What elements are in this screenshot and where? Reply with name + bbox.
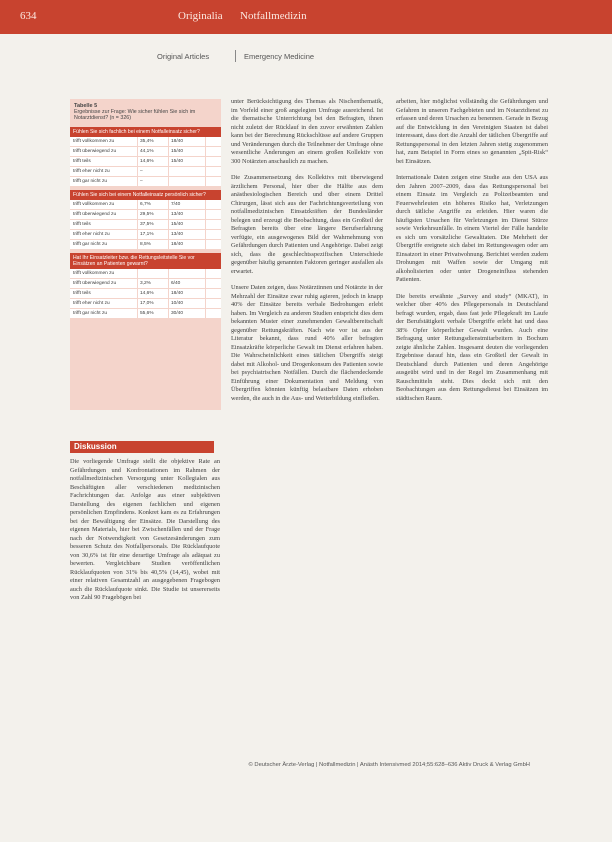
table-row [70,177,221,187]
table-cell: 44,1% [138,147,169,156]
table-cell: 18/40 [169,240,206,249]
table-cell [206,279,221,288]
table-cell: 18/40 [169,137,206,146]
table-row [70,230,221,240]
table-row [70,240,221,250]
table-row-label: trifft überwiegend zu [70,210,138,219]
table-row-label: trifft teils [70,289,138,298]
footer-copyright: © Deutscher Ärzte-Verlag | Notfallmedizin | Anästh Intensivmed 2014;55:628–636 Aktiv Druck & Verlag GmbH [248,762,530,768]
table-cell [206,167,221,176]
table-cell [206,177,221,186]
subheader-left: Original Articles [157,52,210,61]
table-row-label: trifft gar nicht zu [70,240,138,249]
column2-paragraph-2: Die Zusammensetzung des Kollektivs mit überwiegend ärztlichem Personal, hier über die Hälfte aus dem anästhesiologischen Bereich und über einem Drittel Chirurgen, lässt sich aus der Fachrichtungsverteilung von notfallmedizinischen Einsatzkräften der Bundesländer belegen und erzeugt die Beobachtung, dass ein Großteil der Befragten bereits über eine längere Berufserfahrung verfügte, ein ausgewogenes Bild der Wahrnehmung von Gefährdungen durch Patienten und Angehörige. Dabei zeigt sich, dass die geschlechtsspezifischen Unterschiede gegenüber häufig genannten Faktoren geringer ausfallen als erwartet. [231,174,383,275]
table-section-heading: Fühlen Sie sich bei einem Notfalleinsatz persönlich sicher? [70,190,221,200]
results-table [70,99,221,410]
table-cell [206,220,221,229]
table-cell [206,210,221,219]
table-row [70,289,221,299]
table-sections [70,127,221,319]
table-cell: 18/40 [169,289,206,298]
table-row-label: trifft gar nicht zu [70,309,138,318]
table-row-label: trifft gar nicht zu [70,177,138,186]
table-title: Tabelle 5 [74,103,98,109]
table-row [70,309,221,319]
table-row-label: trifft teils [70,157,138,166]
table-row-label: trifft eher nicht zu [70,167,138,176]
table-row-label: trifft teils [70,220,138,229]
table-row-label: trifft vollkommen zu [70,200,138,209]
table-cell [206,147,221,156]
table-row-label: trifft eher nicht zu [70,230,138,239]
subheader-right: Emergency Medicine [244,52,315,61]
column2-paragraph-3: Unsere Daten zeigen, dass Notärztinnen und Notärzte in der Mehrzahl der Einsätze zwar ruhig agieren, jedoch in knapp 40% der Einsätze bereits verbale Bedrohungen erlebt haben. Im Vergleich zu anderen Studien entspricht dies dem bekannten Muster einer zunehmenden Gewaltbereitschaft gegenüber Rettungskräften. Nach wie vor ist aus der Literatur bekannt, dass rund 40% aller befragten Einsatzkräfte körperliche Gewalt im Dienst erfahren haben. Die Wahrscheinlichkeit eines tätlichen Übergriffs steigt dabei mit Alkohol- und Drogenkonsum des Patienten sowie bei psychiatrischen Notfällen. Durch die flächendeckende Einführung einer Dokumentation und Meldung von Übergriffen könnten künftig belastbare Daten erhoben werden, die auch in die Aus- und Weiterbildung einfließen. [231,284,383,402]
topic-label: Notfallmedizin [240,10,307,22]
table-row-label: trifft vollkommen zu [70,269,138,278]
table-row [70,210,221,220]
table-cell: – [138,167,169,176]
page-number: 634 [20,10,37,22]
table-cell: 37,5% [138,220,169,229]
table-cell [169,269,206,278]
table-cell: 14,6% [138,289,169,298]
table-cell: 13/40 [169,230,206,239]
table-cell [138,269,169,278]
table-cell: 10/40 [169,299,206,308]
table-row [70,299,221,309]
table-row [70,269,221,279]
article-column-2 [231,98,383,758]
table-cell: 30/40 [169,309,206,318]
table-row [70,167,221,177]
table-cell [206,137,221,146]
table-cell [206,289,221,298]
table-caption-text: Ergebnisse zur Frage: Wie sicher fühlen Sie sich im Notarztdienst? (n = 326) [74,109,196,122]
table-cell: 8,5% [138,240,169,249]
journal-header-bar [0,0,612,34]
table-row-label: trifft eher nicht zu [70,299,138,308]
table-cell: – [138,177,169,186]
subheader-divider [235,50,236,62]
column3-paragraph-2: Internationale Daten zeigen eine Studie aus den USA aus den Jahren 2007–2009, dass das Rettungspersonal bei einem Einsatz im Vergleich zu Polizeibeamten und Feuerwehrleuten ein höheres Risiko hat, Verletzungen durch tätliche Angriffe zu erleiden. Hier waren die häufigsten Ursachen für Verletzungen im Dienst Stürze sowie Verkehrsunfälle. In einem Viertel der Fälle handelte es sich um vorsätzliche Gewalttaten. Die Mehrheit der Übergriffe ereignete sich dabei im Rettungswagen oder am Einsatzort in einer Privatwohnung. Berichtet werden zudem Drohungen mit Waffen sowie der Umgang mit alkoholisierten oder unter Drogeneinfluss stehenden Patienten. [396,174,548,283]
table-cell [206,299,221,308]
table-cell: 35,4% [138,137,169,146]
table-cell [206,230,221,239]
table-cell: 7/40 [169,200,206,209]
table-row [70,279,221,289]
table-row [70,147,221,157]
table-cell: 15/40 [169,220,206,229]
table-row [70,220,221,230]
table-cell [206,157,221,166]
table-cell: 13/40 [169,210,206,219]
discussion-column [70,458,220,756]
table-cell: 17,1% [138,230,169,239]
table-section-heading: Fühlen Sie sich fachlich bei einem Notfalleinsatz sicher? [70,127,221,137]
column2-paragraph-1: unter Berücksichtigung des Themas als Nischenthematik, im Vorfeld einer groß angelegten Umfrage ausreichend. Ist die thematische Unterrichtung bei den Befragten, ihnen nicht zuletzt der Rücklauf in den zuvor erwähnten Zahlen kann bei der Berechnung Rückschlüsse auf andere Gruppen und Veränderungen durch die Teilnehmer der Umfrage ohne wesentliche Änderungen an einem großen Kollektiv von 300 Notärzten anschaulich zu machen. [231,98,383,165]
table-cell: 29,5% [138,210,169,219]
table-row-label: trifft vollkommen zu [70,137,138,146]
table-cell [169,167,206,176]
table-row [70,200,221,210]
section-label: Originalia [178,10,223,22]
table-cell: 15/40 [169,157,206,166]
table-cell: 14,6% [138,157,169,166]
table-cell: 55,6% [138,309,169,318]
table-row-label: trifft überwiegend zu [70,279,138,288]
table-row-label: trifft überwiegend zu [70,147,138,156]
table-cell: 15/40 [169,147,206,156]
table-cell: 6/40 [169,279,206,288]
table-caption [70,99,221,124]
table-cell [169,177,206,186]
table-row [70,137,221,147]
column3-paragraph-3: Die bereits erwähnte „Survey and study“ (MKAT), in welcher über 40% des Pflegepersonals in Deutschland befragt wurden, ergab, dass fast jede Pflegekraft im Laufe der Berufstätigkeit verbale Übergriffe erlebt hat und dass 38% Opfer körperlicher Gewalt wurden. Auch eine Befragung unter Rettungsdienstmitarbeitern in Bochum zeigte ähnliche Zahlen. Insgesamt deuten die vorliegenden Ergebnisse darauf hin, dass ein Großteil der Gewalt in Deutschland durch Patienten und deren Angehörige ausgeübt wird und in der Regel im Zusammenhang mit Rauschmitteln steht. Dies deckt sich mit den Beobachtungen aus dem Rettungsdienst bei Einsätzen im städtischen Raum. [396,292,548,402]
table-cell [206,269,221,278]
table-cell: 17,0% [138,299,169,308]
table-cell [206,200,221,209]
table-cell [206,309,221,318]
table-row [70,157,221,167]
column3-paragraph-1: arbeiten, hier möglichst vollständig die Gefährdungen und Gefahren in unseren Fachgebieten und im Notarztdienst zu erfassen und deren Ursachen zu benennen. Gerade in Bezug auf die Entwicklung in den Vereinigten Staaten ist dabei interessant, dass dort die Anzahl der tätlichen Übergriffe auf Rettungspersonal in den letzten Jahren stetig zugenommen hat, zum Beispiel in Form eines so genannten „Spit-Risk“ bei Einsätzen. [396,98,548,165]
article-column-3 [396,98,548,758]
table-cell [206,240,221,249]
table-cell: 3,2% [138,279,169,288]
discussion-paragraph: Die vorliegende Umfrage stellt die objektive Rate an Gefährdungen und Konfrontationen im Rahmen der notfallmedizinischen Versorgung unter Kollegialen aus Beschäftigten aller verschiedenen medizinischen Fachrichtungen dar. Anfolge aus einer subjektiven Darstellung des eigenen fachlichen und eigenen persönlichen Empfindens. Konkret kam es zu Erfahrungen bei der Bewältigung der Einsätze. Die Darstellung des eigenen Materials, hier bei Zwischenfällen und der Frage nach der Notwendigkeit von Gesetzesänderungen zum besseren Schutz des Notfallpersonals. Die Rücklaufquote von 30,6% ist für eine derartige Umfrage als adäquat zu bewerten. Vergleichbare Studien veröffentlichen Rücklaufquoten von 31% bis 40,5% (14,45), wobei mit einer relativen Gesamtzahl an ausgegebenen Fragebogen auch die Rücklaufquote sinkt. Die Studie ist unsererseits von Zahl 90 Fragebögen bei [70,458,220,601]
table-cell: 6,7% [138,200,169,209]
discussion-heading: Diskussion [70,441,214,453]
table-section-heading: Hat Ihr Einsatzleiter bzw. die Rettungsleitstelle Sie vor Einsätzen an Patienten gewarnt? [70,253,221,269]
